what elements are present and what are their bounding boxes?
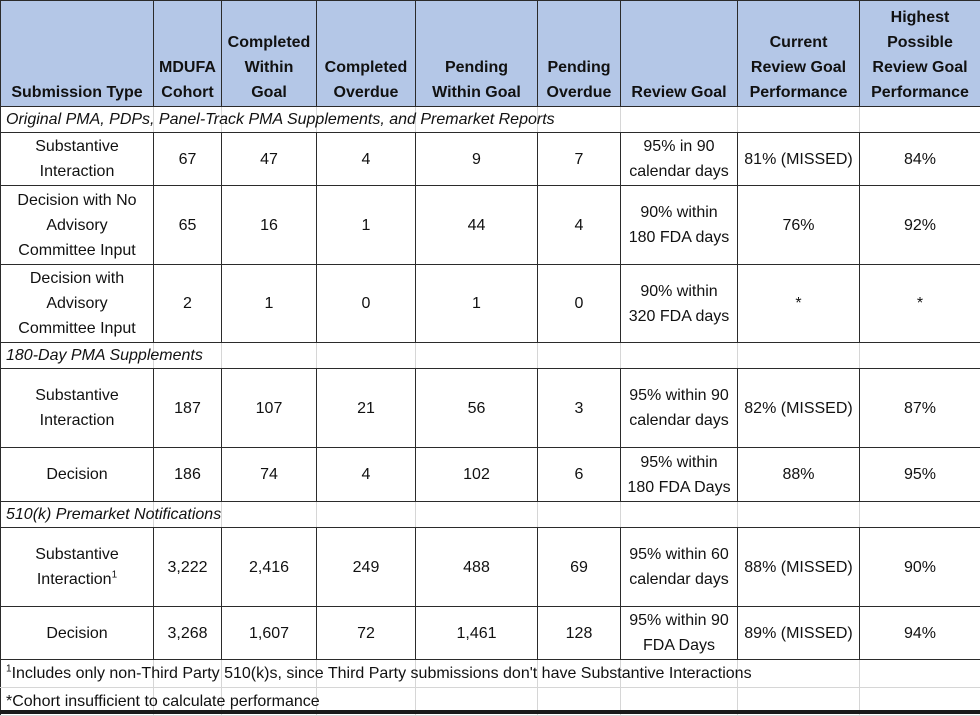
cell-pending-overdue[interactable]: 69	[538, 528, 621, 607]
section-title[interactable]: 180-Day PMA Supplements	[1, 343, 154, 369]
cell-pending-within-goal[interactable]: 1	[416, 265, 538, 343]
section-header-row	[1, 502, 980, 528]
table-body	[1, 107, 980, 716]
cell-completed-within-goal[interactable]: 47	[222, 133, 317, 186]
cell-pending-within-goal[interactable]: 488	[416, 528, 538, 607]
cell-current-performance[interactable]: 81% (MISSED)	[738, 133, 860, 186]
cell-pending-within-goal[interactable]: 102	[416, 448, 538, 502]
cell-review-goal[interactable]: 90% within 320 FDA days	[621, 265, 738, 343]
cell-completed-within-goal[interactable]: 1,607	[222, 607, 317, 660]
cell-submission-type[interactable]: Substantive Interaction	[1, 369, 154, 448]
cell-completed-overdue[interactable]: 4	[317, 133, 416, 186]
empty-cell[interactable]	[416, 343, 538, 369]
cell-review-goal[interactable]: 95% within 90 calendar days	[621, 369, 738, 448]
cell-completed-within-goal[interactable]: 1	[222, 265, 317, 343]
table-row	[1, 369, 980, 448]
cell-mdufa-cohort[interactable]: 186	[154, 448, 222, 502]
cell-mdufa-cohort[interactable]: 65	[154, 186, 222, 265]
cell-review-goal[interactable]: 95% within 180 FDA Days	[621, 448, 738, 502]
header-mdufa-cohort[interactable]: MDUFA Cohort	[154, 1, 222, 107]
footnote-text[interactable]: *Cohort insufficient to calculate performance	[1, 688, 154, 716]
footnote-marker: 1	[6, 664, 12, 675]
header-pending-overdue[interactable]: Pending Overdue	[538, 1, 621, 107]
empty-cell[interactable]	[621, 343, 738, 369]
footnote-marker: 1	[112, 570, 118, 581]
cell-mdufa-cohort[interactable]: 3,222	[154, 528, 222, 607]
cell-pending-within-goal[interactable]: 44	[416, 186, 538, 265]
cell-pending-within-goal[interactable]: 56	[416, 369, 538, 448]
cell-pending-overdue[interactable]: 4	[538, 186, 621, 265]
cell-completed-within-goal[interactable]: 107	[222, 369, 317, 448]
table-row	[1, 186, 980, 265]
footnote-text[interactable]: $^1$Includes only non-Third Party 510(k)s, since Third Party submissions don't have Substantive Interactions	[1, 660, 154, 688]
cell-submission-type[interactable]: Decision	[1, 448, 154, 502]
header-highest-performance[interactable]: Highest Possible Review Goal Performance	[860, 1, 980, 107]
window-bottom-edge	[0, 710, 980, 714]
cell-mdufa-cohort[interactable]: 3,268	[154, 607, 222, 660]
empty-cell[interactable]	[621, 502, 738, 528]
cell-review-goal[interactable]: 95% within 90 FDA Days	[621, 607, 738, 660]
section-title[interactable]: 510(k) Premarket Notifications	[1, 502, 154, 528]
cell-highest-performance[interactable]: 92%	[860, 186, 980, 265]
cell-current-performance[interactable]: 76%	[738, 186, 860, 265]
header-completed-within-goal[interactable]: Completed Within Goal	[222, 1, 317, 107]
empty-cell[interactable]	[860, 343, 980, 369]
cell-completed-within-goal[interactable]: 74	[222, 448, 317, 502]
table-row	[1, 528, 980, 607]
section-header-row	[1, 343, 980, 369]
empty-cell[interactable]	[860, 502, 980, 528]
empty-cell[interactable]	[538, 343, 621, 369]
cell-pending-within-goal[interactable]: 1,461	[416, 607, 538, 660]
cell-pending-overdue[interactable]: 7	[538, 133, 621, 186]
cell-current-performance[interactable]: 82% (MISSED)	[738, 369, 860, 448]
cell-highest-performance[interactable]: 94%	[860, 607, 980, 660]
cell-submission-type[interactable]: Decision with No Advisory Committee Input	[1, 186, 154, 265]
cell-highest-performance[interactable]: 84%	[860, 133, 980, 186]
cell-review-goal[interactable]: 90% within 180 FDA days	[621, 186, 738, 265]
section-title[interactable]: Original PMA, PDPs, Panel-Track PMA Supplements, and Premarket Reports	[1, 107, 154, 133]
cell-current-performance[interactable]: 88% (MISSED)	[738, 528, 860, 607]
cell-completed-overdue[interactable]: 21	[317, 369, 416, 448]
empty-cell[interactable]	[738, 343, 860, 369]
cell-current-performance[interactable]: 88%	[738, 448, 860, 502]
header-completed-overdue[interactable]: Completed Overdue	[317, 1, 416, 107]
header-current-performance[interactable]: Current Review Goal Performance	[738, 1, 860, 107]
cell-completed-overdue[interactable]: 0	[317, 265, 416, 343]
empty-cell[interactable]	[222, 343, 317, 369]
cell-submission-type[interactable]: Substantive Interaction$^1$	[1, 528, 154, 607]
cell-highest-performance[interactable]: *	[860, 265, 980, 343]
empty-cell[interactable]	[738, 502, 860, 528]
cell-current-performance[interactable]: 89% (MISSED)	[738, 607, 860, 660]
header-review-goal[interactable]: Review Goal	[621, 1, 738, 107]
cell-mdufa-cohort[interactable]: 187	[154, 369, 222, 448]
cell-submission-type[interactable]: Decision with Advisory Committee Input	[1, 265, 154, 343]
header-submission-type[interactable]: Submission Type	[1, 1, 154, 107]
cell-submission-type[interactable]: Decision	[1, 607, 154, 660]
cell-review-goal[interactable]: 95% in 90 calendar days	[621, 133, 738, 186]
header-pending-within-goal[interactable]: Pending Within Goal	[416, 1, 538, 107]
cell-pending-overdue[interactable]: 0	[538, 265, 621, 343]
empty-cell[interactable]	[222, 502, 317, 528]
cell-completed-overdue[interactable]: 4	[317, 448, 416, 502]
empty-cell[interactable]	[860, 660, 980, 688]
footnote-row	[1, 660, 980, 688]
cell-mdufa-cohort[interactable]: 67	[154, 133, 222, 186]
empty-cell[interactable]	[738, 660, 860, 688]
cell-current-performance[interactable]: *	[738, 265, 860, 343]
empty-cell[interactable]	[738, 107, 860, 133]
header-row	[1, 1, 980, 107]
empty-cell[interactable]	[621, 107, 738, 133]
cell-completed-within-goal[interactable]: 2,416	[222, 528, 317, 607]
cell-submission-type[interactable]: Substantive Interaction	[1, 133, 154, 186]
empty-cell[interactable]	[860, 107, 980, 133]
cell-pending-overdue[interactable]: 6	[538, 448, 621, 502]
empty-cell[interactable]	[317, 502, 416, 528]
table-row	[1, 607, 980, 660]
cell-pending-overdue[interactable]: 128	[538, 607, 621, 660]
cell-completed-overdue[interactable]: 1	[317, 186, 416, 265]
empty-cell[interactable]	[538, 502, 621, 528]
cell-review-goal[interactable]: 95% within 60 calendar days	[621, 528, 738, 607]
cell-highest-performance[interactable]: 90%	[860, 528, 980, 607]
cell-pending-overdue[interactable]: 3	[538, 369, 621, 448]
section-header-row	[1, 107, 980, 133]
cell-completed-overdue[interactable]: 72	[317, 607, 416, 660]
cell-completed-overdue[interactable]: 249	[317, 528, 416, 607]
cell-highest-performance[interactable]: 87%	[860, 369, 980, 448]
cell-pending-within-goal[interactable]: 9	[416, 133, 538, 186]
table-row	[1, 448, 980, 502]
cell-highest-performance[interactable]: 95%	[860, 448, 980, 502]
cell-mdufa-cohort[interactable]: 2	[154, 265, 222, 343]
empty-cell[interactable]	[317, 343, 416, 369]
table-row	[1, 133, 980, 186]
empty-cell[interactable]	[416, 502, 538, 528]
table-row	[1, 265, 980, 343]
cell-completed-within-goal[interactable]: 16	[222, 186, 317, 265]
